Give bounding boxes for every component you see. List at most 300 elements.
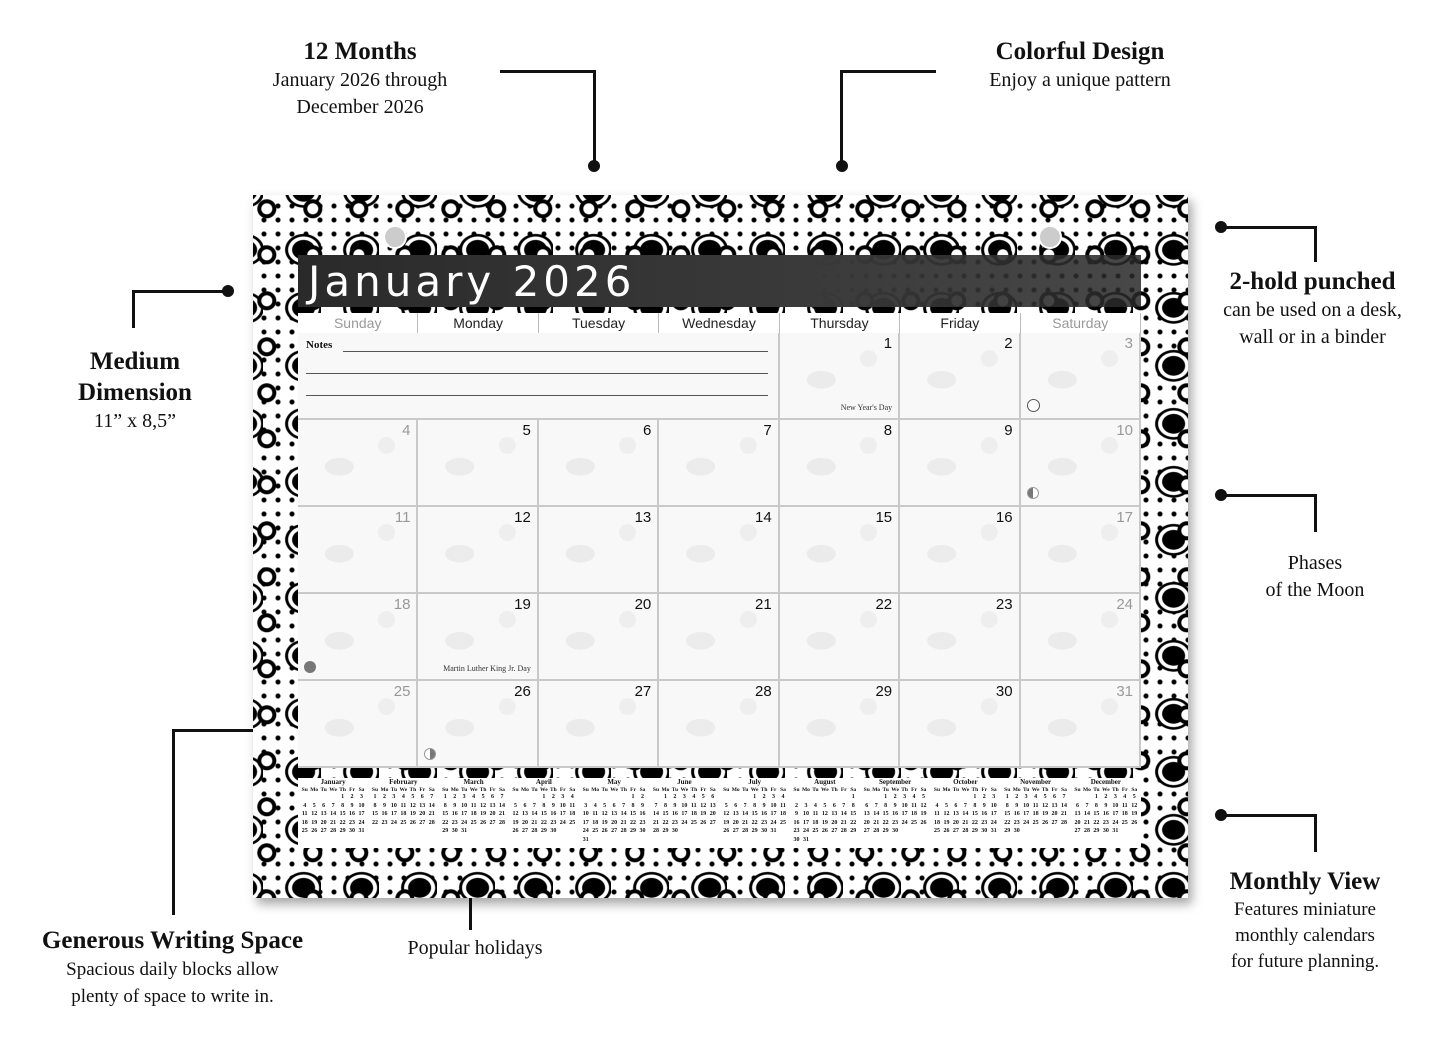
mini-day: 2 — [1104, 794, 1108, 800]
mini-day: 8 — [373, 802, 377, 809]
mini-day: 25 — [470, 819, 477, 826]
day-cell[interactable] — [418, 420, 538, 507]
mini-day: 6 — [1053, 794, 1057, 800]
mini-day: 8 — [1005, 802, 1009, 809]
mini-month-name: June — [677, 778, 692, 786]
mini-day: 9 — [551, 802, 555, 809]
mini-weekday: Fr — [630, 787, 636, 793]
mini-day: 19 — [700, 811, 707, 817]
mini-day: 1 — [631, 794, 635, 800]
day-cell[interactable] — [780, 681, 900, 768]
mini-days-grid — [441, 793, 507, 836]
mini-day: 4 — [593, 802, 597, 809]
day-cell[interactable] — [539, 594, 659, 681]
mini-day: 3 — [804, 802, 808, 809]
mini-weekday: Fr — [700, 787, 707, 793]
mini-day: 5 — [312, 802, 316, 809]
mini-weekday: Sa — [850, 787, 857, 793]
mini-day: 13 — [709, 802, 716, 809]
mini-day: 30 — [892, 828, 899, 834]
mini-day: 22 — [371, 819, 378, 826]
mini-month-name: October — [953, 778, 978, 786]
callout-title: Monthly View — [1229, 868, 1381, 895]
mini-weekday: Su — [512, 787, 519, 793]
mini-day: 3 — [561, 794, 565, 800]
mini-day: 27 — [1051, 819, 1058, 826]
mini-day: 28 — [428, 819, 435, 826]
mini-day: 8 — [851, 802, 855, 809]
mini-empty — [801, 793, 810, 802]
mini-weekday: Su — [301, 787, 308, 793]
mini-weekday: Tu — [882, 787, 889, 793]
mini-empty — [811, 793, 820, 802]
mini-day: 4 — [401, 794, 405, 800]
mini-day: 27 — [863, 828, 870, 834]
day-number: 2 — [1004, 335, 1013, 352]
day-number: 11 — [394, 509, 411, 526]
mini-day: 18 — [400, 811, 407, 817]
mini-day: 5 — [1132, 794, 1136, 800]
mini-day: 12 — [1131, 802, 1138, 809]
mini-day: 7 — [430, 794, 434, 800]
mini-day: 8 — [753, 802, 757, 809]
mini-day: 27 — [732, 828, 739, 834]
day-cell[interactable] — [298, 594, 418, 681]
mini-days-grid — [300, 793, 366, 836]
mini-day: 18 — [1121, 811, 1128, 817]
mini-day: 7 — [532, 802, 536, 809]
mini-day: 29 — [751, 828, 758, 834]
mini-day: 13 — [489, 802, 496, 809]
mini-day: 1 — [753, 794, 757, 800]
mini-day: 9 — [673, 802, 677, 809]
mini-empty — [862, 793, 871, 802]
mini-day: 25 — [400, 819, 407, 826]
leader-line — [132, 290, 135, 328]
mini-day: 16 — [451, 811, 458, 817]
day-cell[interactable] — [1021, 333, 1141, 420]
mini-day: 23 — [892, 819, 899, 826]
leader-line — [500, 70, 596, 73]
mini-days-grid — [932, 793, 998, 836]
mini-day: 3 — [992, 794, 996, 800]
day-number: 27 — [634, 683, 652, 700]
mini-weekday: Su — [933, 787, 941, 793]
mini-day: 2 — [893, 794, 897, 800]
mini-day: 10 — [1112, 802, 1119, 809]
mini-day: 14 — [620, 811, 627, 817]
mini-day: 26 — [943, 828, 950, 834]
mini-day: 2 — [453, 794, 457, 800]
mini-day: 21 — [873, 819, 880, 826]
mini-day: 1 — [542, 794, 546, 800]
day-cell[interactable] — [539, 420, 659, 507]
day-cell[interactable] — [780, 333, 900, 420]
mini-weekday: Th — [339, 787, 346, 793]
day-cell[interactable] — [780, 507, 900, 594]
mini-day: 1 — [851, 794, 855, 800]
mini-day: 13 — [1051, 802, 1058, 809]
mini-empty — [609, 793, 618, 802]
mini-day: 12 — [601, 811, 608, 817]
mini-days-grid — [581, 793, 647, 844]
notes-area[interactable] — [298, 333, 780, 420]
mini-day: 11 — [470, 802, 477, 809]
mini-day: 29 — [882, 828, 889, 834]
mini-month — [720, 778, 790, 848]
callout-text: can be used on a desk, — [1223, 299, 1402, 321]
mini-empty — [651, 793, 660, 802]
mini-day: 15 — [850, 811, 857, 817]
mini-weekday: Th — [1111, 787, 1119, 793]
mini-empty — [792, 793, 801, 802]
day-cell[interactable] — [1021, 507, 1141, 594]
mini-day: 10 — [770, 802, 777, 809]
mini-days-grid — [722, 793, 788, 836]
mini-day: 12 — [311, 811, 318, 817]
day-number: 18 — [393, 596, 411, 613]
mini-month-name: April — [535, 778, 552, 786]
mini-day: 12 — [723, 811, 730, 817]
mini-day: 25 — [569, 819, 576, 826]
mini-day: 12 — [409, 802, 416, 809]
mini-day: 30 — [349, 828, 356, 834]
mini-day: 4 — [1034, 794, 1038, 800]
mini-day: 28 — [962, 828, 969, 834]
mini-day: 7 — [743, 802, 747, 809]
mini-day: 30 — [671, 828, 678, 834]
mini-day: 27 — [489, 819, 496, 826]
mini-month-name: July — [748, 778, 762, 786]
mini-day: 1 — [973, 794, 977, 800]
callout-title: Colorful Design — [995, 38, 1165, 65]
mini-day: 8 — [341, 802, 345, 809]
day-cell[interactable] — [539, 681, 659, 768]
day-cell[interactable] — [1021, 594, 1141, 681]
mini-day: 2 — [551, 794, 555, 800]
mini-day: 17 — [390, 811, 397, 817]
mini-weekday: Th — [830, 787, 838, 793]
notes-rule — [306, 395, 768, 396]
mini-day: 29 — [339, 828, 346, 834]
mini-day: 28 — [873, 828, 880, 834]
mini-weekday: Fr — [840, 787, 847, 793]
day-cell[interactable] — [900, 333, 1020, 420]
mini-day: 23 — [671, 819, 678, 826]
callout-title: 2-hold punched — [1229, 268, 1396, 295]
mini-day: 24 — [802, 828, 809, 834]
mini-day: 4 — [303, 802, 307, 809]
mini-weekday: Mo — [731, 787, 740, 793]
mini-day: 14 — [962, 811, 969, 817]
mini-weekday: Th — [690, 787, 698, 793]
mini-weekday: Tu — [461, 787, 468, 793]
mini-weekday: Tu — [390, 787, 398, 793]
leader-line — [840, 70, 843, 166]
mini-day: 1 — [884, 794, 888, 800]
mini-day: 28 — [499, 819, 506, 826]
day-cell[interactable] — [418, 507, 538, 594]
mini-day: 25 — [1032, 819, 1039, 826]
mini-day: 17 — [681, 811, 688, 817]
mini-day: 18 — [933, 819, 940, 826]
mini-day: 24 — [770, 819, 777, 826]
mini-day: 17 — [990, 811, 997, 817]
mini-day: 18 — [301, 819, 308, 826]
mini-day: 13 — [611, 811, 618, 817]
mini-day: 9 — [1104, 802, 1108, 809]
mini-day: 31 — [461, 828, 468, 834]
day-number: 30 — [995, 683, 1013, 700]
mini-days-grid — [1003, 793, 1069, 836]
mini-day: 2 — [673, 794, 677, 800]
mini-empty — [619, 793, 628, 802]
mini-day: 15 — [751, 811, 758, 817]
mini-month — [579, 778, 649, 848]
mini-weekday: Tu — [601, 787, 608, 793]
mini-day: 2 — [794, 802, 798, 809]
day-cell[interactable] — [900, 681, 1020, 768]
mini-day: 3 — [1113, 794, 1117, 800]
day-number: 31 — [1116, 683, 1133, 700]
mini-day: 23 — [381, 819, 388, 826]
mini-day: 1 — [1094, 794, 1098, 800]
day-cell[interactable] — [539, 507, 659, 594]
mini-day: 8 — [1094, 802, 1098, 809]
mini-weekday: Sa — [1131, 787, 1138, 793]
mini-day: 28 — [531, 828, 538, 834]
mini-day: 17 — [358, 811, 365, 817]
mini-empty — [511, 793, 520, 802]
holiday-label: New Year's Day — [840, 403, 893, 412]
mini-day: 5 — [701, 794, 705, 800]
mini-day: 12 — [943, 811, 950, 817]
leader-line — [1222, 494, 1317, 497]
day-cell[interactable] — [900, 507, 1020, 594]
mini-empty — [1082, 793, 1091, 802]
mini-day: 15 — [1004, 811, 1011, 817]
mini-day: 23 — [793, 828, 800, 834]
mini-day: 19 — [1042, 811, 1049, 817]
mini-day: 5 — [1043, 794, 1047, 800]
mini-day: 14 — [652, 811, 659, 817]
day-cell[interactable] — [900, 420, 1020, 507]
mini-day: 14 — [873, 811, 880, 817]
leader-line — [1222, 226, 1317, 229]
mini-day: 2 — [350, 794, 354, 800]
mini-day: 25 — [690, 819, 697, 826]
mini-day: 11 — [812, 811, 819, 817]
weekday-header: Wednesday — [659, 313, 779, 334]
weekday-header: Thursday — [780, 313, 900, 334]
mini-empty — [722, 793, 731, 802]
callout-text: plenty of space to write in. — [71, 986, 274, 1007]
mini-month-name: May — [607, 778, 621, 786]
mini-day: 5 — [411, 794, 415, 800]
mini-day: 5 — [724, 802, 728, 809]
mini-day: 15 — [540, 811, 547, 817]
mini-day: 19 — [943, 819, 950, 826]
callout-title: Dimension — [78, 379, 192, 406]
mini-day: 14 — [531, 811, 538, 817]
mini-day: 30 — [1013, 828, 1020, 834]
mini-day: 16 — [671, 811, 678, 817]
day-number: 19 — [514, 596, 531, 613]
mini-day: 23 — [349, 819, 356, 826]
mini-day: 22 — [850, 819, 857, 826]
day-cell[interactable] — [659, 420, 779, 507]
mini-weekday: Th — [760, 787, 768, 793]
mini-weekday: Sa — [639, 787, 646, 793]
mini-weekday: Tu — [742, 787, 749, 793]
mini-day: 7 — [963, 802, 967, 809]
day-number: 10 — [1116, 422, 1133, 439]
day-number: 9 — [1004, 422, 1013, 439]
day-cell[interactable] — [418, 681, 538, 768]
mini-day: 8 — [542, 802, 546, 809]
mini-day: 14 — [1061, 802, 1068, 809]
mini-day: 13 — [732, 811, 739, 817]
mini-day: 10 — [461, 802, 468, 809]
mini-weekday: Th — [549, 787, 557, 793]
day-cell[interactable] — [1021, 420, 1141, 507]
mini-day: 30 — [761, 828, 768, 834]
mini-day: 19 — [311, 819, 318, 826]
mini-day: 3 — [772, 794, 776, 800]
mini-day: 31 — [1112, 828, 1119, 834]
mini-day: 12 — [512, 811, 519, 817]
day-number: 14 — [755, 509, 772, 526]
callout-text: monthly calendars — [1235, 925, 1375, 946]
mini-weekday: Fr — [349, 787, 355, 793]
mini-day: 21 — [840, 819, 847, 826]
weeks-grid — [298, 333, 1141, 768]
day-number: 13 — [634, 509, 652, 526]
leader-line — [840, 70, 936, 73]
mini-day: 9 — [350, 802, 354, 809]
mini-day: 30 — [550, 828, 557, 834]
day-number: 4 — [402, 422, 411, 439]
mini-day: 16 — [793, 819, 800, 826]
callout-colorful-design — [960, 36, 1200, 94]
day-number: 5 — [522, 422, 531, 439]
mini-day: 28 — [742, 828, 749, 834]
mini-weekday: Su — [1074, 787, 1081, 793]
mini-day: 28 — [620, 828, 627, 834]
callout-moon-phases — [1220, 550, 1410, 604]
mini-day: 6 — [612, 802, 616, 809]
callout-text: for future planning. — [1230, 951, 1380, 972]
mini-weekday: Fr — [489, 787, 496, 793]
mini-day: 16 — [381, 811, 388, 817]
mini-day: 31 — [358, 828, 365, 834]
day-cell[interactable] — [780, 420, 900, 507]
mini-day: 17 — [770, 811, 777, 817]
weekday-header-row — [298, 313, 1141, 333]
day-cell[interactable] — [659, 594, 779, 681]
leader-line — [172, 729, 175, 915]
mini-day: 6 — [491, 794, 495, 800]
mini-weekday: Th — [971, 787, 979, 793]
mini-day: 25 — [1121, 819, 1128, 826]
mini-day: 30 — [793, 836, 800, 843]
mini-day: 3 — [392, 794, 396, 800]
mini-day: 29 — [850, 828, 857, 834]
mini-day: 27 — [320, 828, 327, 834]
callout-text: Features miniature — [1234, 899, 1376, 920]
mini-day: 22 — [882, 819, 889, 826]
mini-empty — [740, 793, 749, 802]
mini-day: 7 — [500, 794, 504, 800]
mini-weekday: Tu — [531, 787, 538, 793]
mini-day: 2 — [762, 794, 766, 800]
mini-day: 31 — [582, 836, 589, 843]
mini-day: 18 — [911, 811, 918, 817]
mini-weekday: Fr — [1051, 787, 1058, 793]
callout-title: Generous Writing Space — [41, 927, 304, 954]
mini-day: 3 — [1024, 794, 1028, 800]
day-cell[interactable] — [659, 681, 779, 768]
mini-days-grid — [511, 793, 577, 836]
mini-day: 9 — [641, 802, 645, 809]
day-cell[interactable] — [900, 594, 1020, 681]
mini-day: 21 — [652, 819, 659, 826]
day-cell[interactable] — [298, 420, 418, 507]
mini-day: 11 — [780, 802, 786, 809]
day-number: 17 — [1116, 509, 1133, 526]
day-cell[interactable] — [298, 507, 418, 594]
day-cell[interactable] — [1021, 681, 1141, 768]
mini-day: 18 — [592, 819, 599, 826]
mini-day: 17 — [461, 811, 468, 817]
mini-empty — [590, 793, 599, 802]
callout-title: Medium — [89, 348, 181, 375]
day-number: 21 — [755, 596, 772, 613]
weekday-header: Monday — [418, 313, 538, 334]
mini-day: 27 — [952, 828, 959, 834]
day-cell[interactable] — [298, 681, 418, 768]
mini-day: 25 — [812, 828, 819, 834]
day-cell[interactable] — [659, 507, 779, 594]
mini-weekday: Sa — [1061, 787, 1067, 793]
mini-day: 10 — [390, 802, 397, 809]
mini-weekday: Mo — [1012, 787, 1021, 793]
mini-day: 22 — [339, 819, 346, 826]
mini-weekday: Sa — [920, 787, 927, 793]
mini-day: 26 — [311, 828, 318, 834]
mini-weekday: Mo — [450, 787, 459, 793]
mini-weekday: Fr — [559, 787, 566, 793]
mini-days-grid — [370, 793, 436, 827]
mini-day: 4 — [472, 794, 476, 800]
mini-day: 24 — [681, 819, 688, 826]
day-cell[interactable] — [418, 594, 538, 681]
mini-day: 9 — [453, 802, 457, 809]
mini-day: 8 — [443, 802, 447, 809]
mini-empty — [600, 793, 609, 802]
day-number: 16 — [995, 509, 1013, 526]
mini-day: 20 — [1074, 819, 1081, 826]
mini-weekday: Mo — [942, 787, 951, 793]
leader-dot — [1215, 809, 1227, 821]
mini-weekday: Th — [620, 787, 627, 793]
mini-day: 16 — [550, 811, 557, 817]
mini-day: 19 — [920, 811, 927, 817]
mini-empty — [530, 793, 539, 802]
mini-day: 29 — [442, 828, 449, 834]
mini-weekday: We — [329, 787, 337, 793]
day-cell[interactable] — [780, 594, 900, 681]
